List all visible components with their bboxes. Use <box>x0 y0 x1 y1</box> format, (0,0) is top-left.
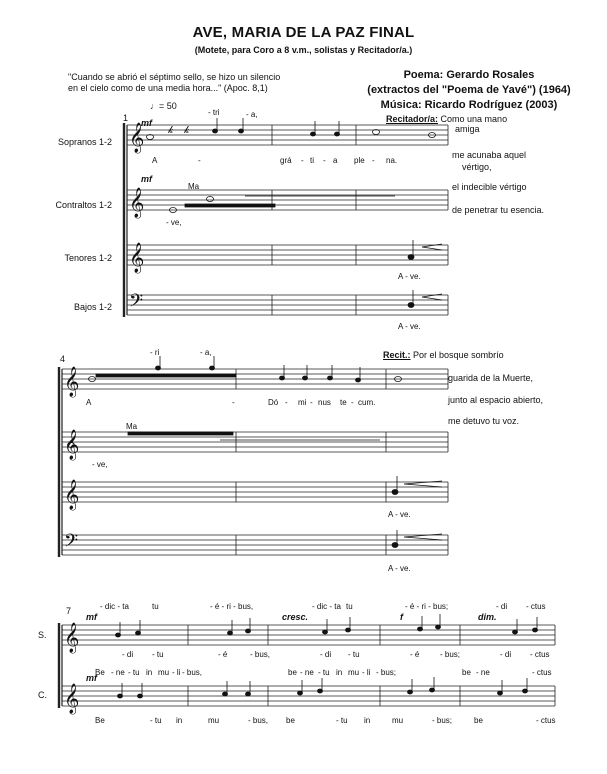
credit-music: Música: Ricardo Rodríguez (2003) <box>380 99 558 111</box>
lyric: - li <box>362 668 371 677</box>
lyric: - di <box>496 602 508 611</box>
lyric: - bus; <box>432 716 453 725</box>
treble-clef-icon: 𝄞 <box>64 623 80 653</box>
lyric: be <box>462 668 471 677</box>
lyric: - bus, <box>250 650 271 659</box>
lyric: ti <box>310 156 314 165</box>
staff-label-s: S. <box>38 630 47 640</box>
lyric: Be <box>95 668 105 677</box>
lyric: tu <box>152 602 159 611</box>
lyric: - tu <box>336 716 348 725</box>
lyric: in <box>336 668 343 677</box>
dynamic-mark: cresc. <box>282 612 309 622</box>
lyric: a <box>333 156 338 165</box>
lyric: in <box>146 668 153 677</box>
lyric: - ne <box>111 668 125 677</box>
lyric: - ctus <box>536 716 556 725</box>
treble-clef-icon: 𝄞 <box>129 243 145 273</box>
lyric: - di <box>122 650 134 659</box>
lyric: - tu <box>128 668 140 677</box>
epigraph-line-1: "Cuando se abrió el séptimo sello, se hizo un silencio <box>68 72 281 82</box>
lyric: - <box>310 398 313 407</box>
staff-bass-2 <box>62 535 448 555</box>
lyric: - bus; <box>440 650 461 659</box>
dynamic-mark: mf <box>86 673 97 683</box>
lyric: - bus; <box>376 668 397 677</box>
lyric: be <box>474 716 483 725</box>
treble-clef-icon: 𝄞 <box>64 684 80 714</box>
lyric: - <box>301 156 304 165</box>
lyric: grá <box>280 156 292 165</box>
part-label-bajos: Bajos 1-2 <box>73 302 112 312</box>
lyric: A <box>152 156 158 165</box>
lyric-upper: Ma <box>126 422 138 431</box>
lyric: - ne <box>476 668 490 677</box>
lyric-upper: - ri <box>150 348 160 357</box>
lyric: - <box>232 398 235 407</box>
dynamic-mark: dim. <box>478 612 497 622</box>
page-subtitle: (Motete, para Coro a 8 v.m., solistas y Recitador/a.) <box>194 45 413 55</box>
recit-line: guarida de la Muerte, <box>448 373 534 383</box>
lyric: - ne <box>300 668 314 677</box>
staff-alto-3 <box>62 686 555 706</box>
lyric: - ve, <box>92 460 108 469</box>
dynamic-mark: mf <box>141 174 152 184</box>
staff-bass-1 <box>127 295 448 315</box>
recit-line: vértigo, <box>462 162 492 172</box>
lyric: - ve, <box>166 218 182 227</box>
lyric: - <box>285 398 288 407</box>
treble-clef-icon: 𝄞 <box>64 367 80 397</box>
staff-tenor-1 <box>127 245 448 265</box>
lyric: - bus, <box>182 668 203 677</box>
recit-line: el indecible vértigo <box>452 182 527 192</box>
lyric: mi <box>298 398 307 407</box>
lyric: in <box>176 716 183 725</box>
lyric: A - ve. <box>398 322 421 331</box>
lyric: - tu <box>348 650 360 659</box>
recit-label: Recit.: <box>383 350 411 360</box>
credit-poem: Poema: Gerardo Rosales <box>403 69 535 81</box>
staff-soprano-1 <box>127 125 448 145</box>
measure-number: 4 <box>60 354 66 364</box>
lyric: tu <box>346 602 353 611</box>
recit-line: junto al espacio abierto, <box>448 395 544 405</box>
recit-line: de penetrar tu esencia. <box>452 205 545 215</box>
dynamic-mark: mf <box>141 118 152 128</box>
lyric: ple <box>354 156 365 165</box>
lyric: mu <box>158 668 170 677</box>
lyric: - di <box>500 650 512 659</box>
staff-label-c: C. <box>38 690 47 700</box>
recit-line: amiga <box>455 124 480 134</box>
lyric: - di <box>320 650 332 659</box>
lyric: - ctus <box>530 650 550 659</box>
lyric: be <box>288 668 297 677</box>
lyric-upper: Ma <box>188 182 200 191</box>
lyric: in <box>364 716 371 725</box>
recit-line: Por el bosque sombrío <box>413 350 504 360</box>
svg-text:𝓀: 𝓀 <box>184 125 190 136</box>
lyric: - dic - ta <box>312 602 341 611</box>
treble-clef-icon: 𝄞 <box>129 188 145 218</box>
part-label-sopranos: Sopranos 1-2 <box>57 137 112 147</box>
treble-clef-icon: 𝄞 <box>64 430 80 460</box>
measure-number: 1 <box>123 113 129 123</box>
lyric: - tu <box>152 650 164 659</box>
lyric: A - ve. <box>398 272 421 281</box>
recit-block-2 <box>383 350 504 360</box>
recit-line: me acunaba aquel <box>452 150 527 160</box>
dynamic-mark: f <box>400 612 403 622</box>
lyric: nus <box>318 398 331 407</box>
svg-text:𝓀: 𝓀 <box>168 125 174 136</box>
lyric: A <box>86 398 92 407</box>
lyric-upper: - a, <box>246 110 258 119</box>
recit-label: Recitador/a: <box>386 114 439 124</box>
lyric: - <box>351 398 354 407</box>
lyric: - <box>372 156 375 165</box>
lyric: A - ve. <box>388 510 411 519</box>
recit-block-1 <box>386 114 507 124</box>
lyric: cum. <box>358 398 376 407</box>
lyric: te <box>340 398 347 407</box>
lyric: - ctus <box>526 602 546 611</box>
treble-clef-icon: 𝄞 <box>64 480 80 510</box>
lyric: mu <box>392 716 404 725</box>
lyric: - é - ri - bus, <box>210 602 254 611</box>
lyric: mu <box>348 668 360 677</box>
staff-alto-1 <box>127 190 448 210</box>
lyric: Dó <box>268 398 279 407</box>
lyric: Be <box>95 716 105 725</box>
lyric: - tu <box>150 716 162 725</box>
lyric: - bus, <box>248 716 269 725</box>
lyric: - li <box>172 668 181 677</box>
staff-tenor-2 <box>62 482 448 502</box>
lyric: - é <box>218 650 228 659</box>
part-label-tenores: Tenores 1-2 <box>64 253 112 263</box>
bass-clef-icon: 𝄢 <box>64 531 79 556</box>
lyric: mu <box>208 716 220 725</box>
part-label-contraltos: Contraltos 1-2 <box>55 200 112 210</box>
treble-clef-icon: 𝄞 <box>129 123 145 153</box>
lyric: na. <box>386 156 398 165</box>
epigraph-line-2: en el cielo como de una media hora..." (Apoc. 8,1) <box>68 83 268 93</box>
recit-line: Como una mano <box>440 114 508 124</box>
recit-line: me detuvo tu voz. <box>448 416 520 426</box>
quarter-note-icon: ♩ <box>150 101 159 111</box>
staff-soprano-3 <box>62 625 555 645</box>
lyric-upper: - tri <box>208 108 220 117</box>
measure-number: 7 <box>66 606 72 616</box>
lyric: - <box>198 156 201 165</box>
lyric: - tu <box>318 668 330 677</box>
staff-alto-2 <box>62 432 448 452</box>
dynamic-mark: mf <box>86 612 97 622</box>
clefs <box>64 122 144 715</box>
lyric-upper: - a, <box>200 348 212 357</box>
lyric: - é - ri - bus; <box>405 602 449 611</box>
lyric: - é <box>410 650 420 659</box>
lyric: - dic - ta <box>100 602 129 611</box>
credit-source: (extractos del "Poema de Yavé") (1964) <box>367 84 571 96</box>
page-title: AVE, MARIA DE LA PAZ FINAL <box>192 24 415 41</box>
lyric: - ctus <box>532 668 552 677</box>
staff-soprano-2 <box>62 369 448 389</box>
lyric: - <box>323 156 326 165</box>
lyric: A - ve. <box>388 564 411 573</box>
bass-clef-icon: 𝄢 <box>129 291 144 316</box>
lyric: be <box>286 716 295 725</box>
tempo-value: = 50 <box>159 101 177 111</box>
